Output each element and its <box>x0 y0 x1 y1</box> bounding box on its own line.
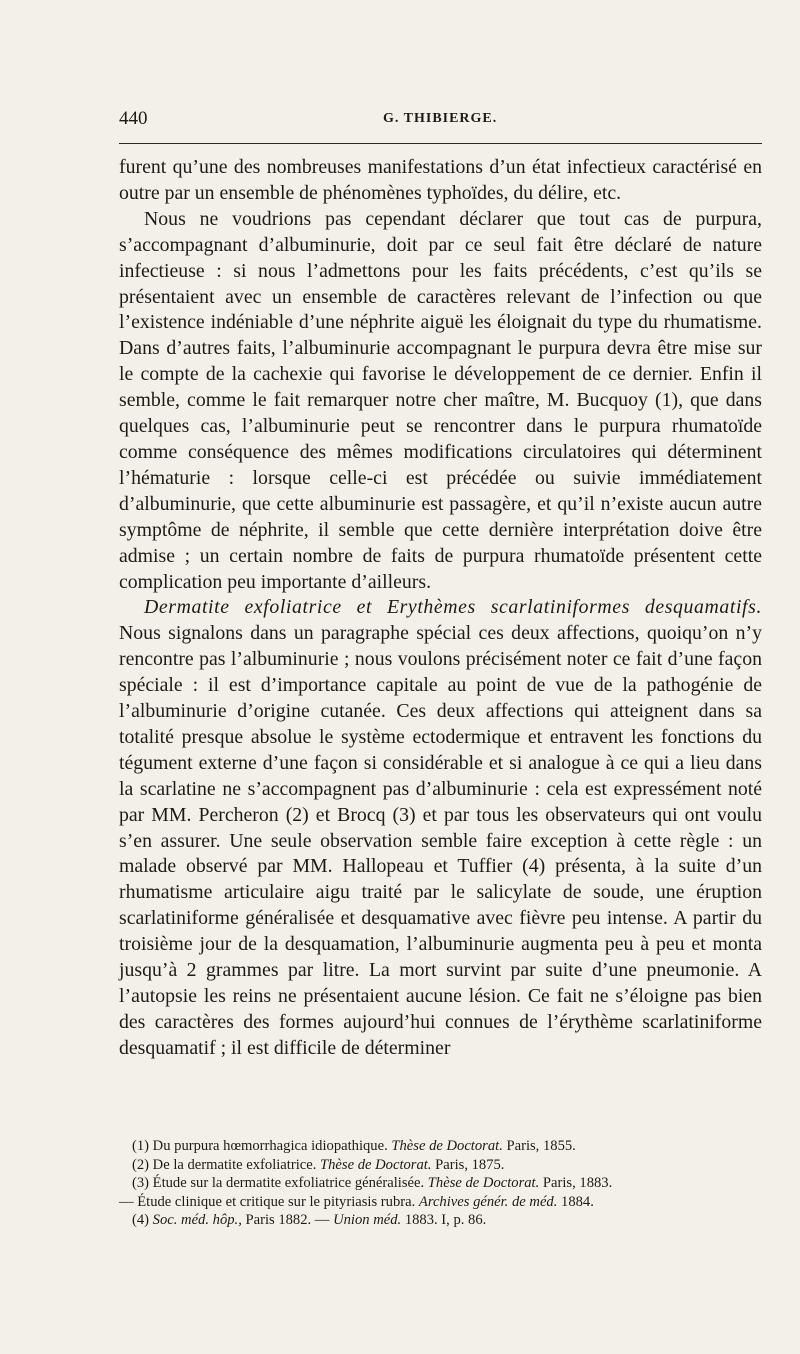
footnote-3-place: Paris, 1883. <box>539 1175 613 1192</box>
paragraph-continuation: furent qu’une des nombreuses manifestations d’un état infectieux caractérisé en outre par un ensemble de phénomènes typhoïdes, du délire, etc. <box>119 156 762 204</box>
footnote-1 <box>119 1137 762 1156</box>
footnote-4 <box>119 1211 762 1230</box>
footnote-3b-text: — Étude clinique et critique sur le pityriasis rubra. <box>119 1193 419 1210</box>
footnote-3-text: (3) Étude sur la dermatite exfoliatrice généralisée. <box>132 1175 428 1192</box>
footnote-4-number: (4) <box>132 1212 153 1229</box>
paragraph-purpura: Nous ne voudrions pas cependant déclarer que tout cas de purpura, s’accompagnant d’albuminurie, doit par ce seul fait être déclaré de nature infectieuse : si nous l’admettons pour les faits précédents, c’est qu’ils se présentaient avec un ensemble de caractères relevant de l’infection ou que l’existence indéniable d’une néphrite aiguë les éloignait du type du rhumatisme. Dans d’autres faits, l’albuminurie accompagnant le purpura devra être mise sur le compte de la cachexie qui favorise le développement de ce dernier. Enfin il semble, comme le fait remarquer notre cher maître, M. Bucquoy (1), que dans quelques cas, l’albuminurie peut se rencontrer dans le purpura rhumatoïde comme conséquence des mêmes modifications circulatoires qui déterminent l’hématurie : lorsque celle-ci est précédée ou suivie immédiatement d’albuminurie, que cette albuminurie est passagère, et qu’il n’existe aucun autre symptôme de néphrite, il semble que cette dernière interprétation doive être admise ; un certain nombre de faits de purpura rhumatoïde présentent cette complication peu importante d’ailleurs. <box>119 207 762 593</box>
page-header <box>119 108 762 136</box>
footnote-2-place: Paris, 1875. <box>431 1156 505 1173</box>
page-number: 440 <box>119 108 148 129</box>
footnotes <box>119 1137 762 1230</box>
header-rule <box>119 143 762 144</box>
paragraph-dermatite-text: Nous signalons dans un paragraphe spécial ces deux affections, quoiqu’on n’y rencontre pas l’albuminurie ; nous voulons précisément noter ce fait d’une façon spéciale : il est d’importance capitale au point de vue de la pathogénie de l’albuminurie d’origine cutanée. Ces deux affections qui atteignent dans sa totalité presque absolue le système ectodermique et entravent les fonctions du tégument externe d’une façon si considérable et si analogue à ce qui a lieu dans la scarlatine ne s’accompagnent pas d’albuminurie : cela est expressément noté par MM. Percheron (2) et Brocq (3) et par tous les observateurs qui ont voulu s’en assurer. Une seule observation semble faire exception à cette règle : un malade observé par MM. Hallopeau et Tuffier (4) présenta, à la suite d’un rhumatisme articulaire aigu traité par le salicylate de soude, une éruption scarlatiniforme généralisée et desquamative avec fièvre peu intense. A partir du troisième jour de la desquamation, l’albuminurie augmenta peu à peu et monta jusqu’à 2 grammes par litre. La mort survint par suite d’une pneumonie. A l’autopsie les reins ne présentaient aucune lésion. Ce fait ne s’éloigne pas bien des caractères des formes aujourd’hui connues de l’érythème scarlatiniforme desquamatif ; il est difficile de déterminer <box>119 622 762 1059</box>
body-text <box>119 155 762 1062</box>
footnote-4-source-1: Soc. méd. hôp., <box>152 1212 242 1229</box>
footnote-3-title: Thèse de Doctorat. <box>427 1175 540 1192</box>
footnote-1-title: Thèse de Doctorat. <box>391 1138 503 1154</box>
footnote-2 <box>119 1156 762 1175</box>
section-heading: Dermatite exfoliatrice et Erythèmes scarlatiniformes desquamatifs. <box>144 596 762 619</box>
footnote-3b-year: 1884. <box>557 1193 594 1210</box>
paragraph-dermatite <box>119 595 762 1061</box>
footnote-4-place: Paris 1882. — <box>241 1212 334 1229</box>
footnote-2-title: Thèse de Doctorat. <box>320 1156 432 1173</box>
footnote-3 <box>119 1174 762 1193</box>
footnote-2-text: (2) De la dermatite exfoliatrice. <box>132 1156 321 1173</box>
footnote-1-text: (1) Du purpura hœmorrhagica idiopathique. <box>132 1138 392 1154</box>
footnote-4-ref: 1883. I, p. 86. <box>401 1212 487 1229</box>
footnote-4-source-2: Union méd. <box>333 1212 402 1229</box>
footnote-3-continued <box>119 1193 762 1212</box>
footnote-3b-title: Archives génér. de méd. <box>418 1193 558 1210</box>
footnote-1-place: Paris, 1855. <box>502 1138 576 1154</box>
running-head: G. THIBIERGE. <box>383 111 498 126</box>
